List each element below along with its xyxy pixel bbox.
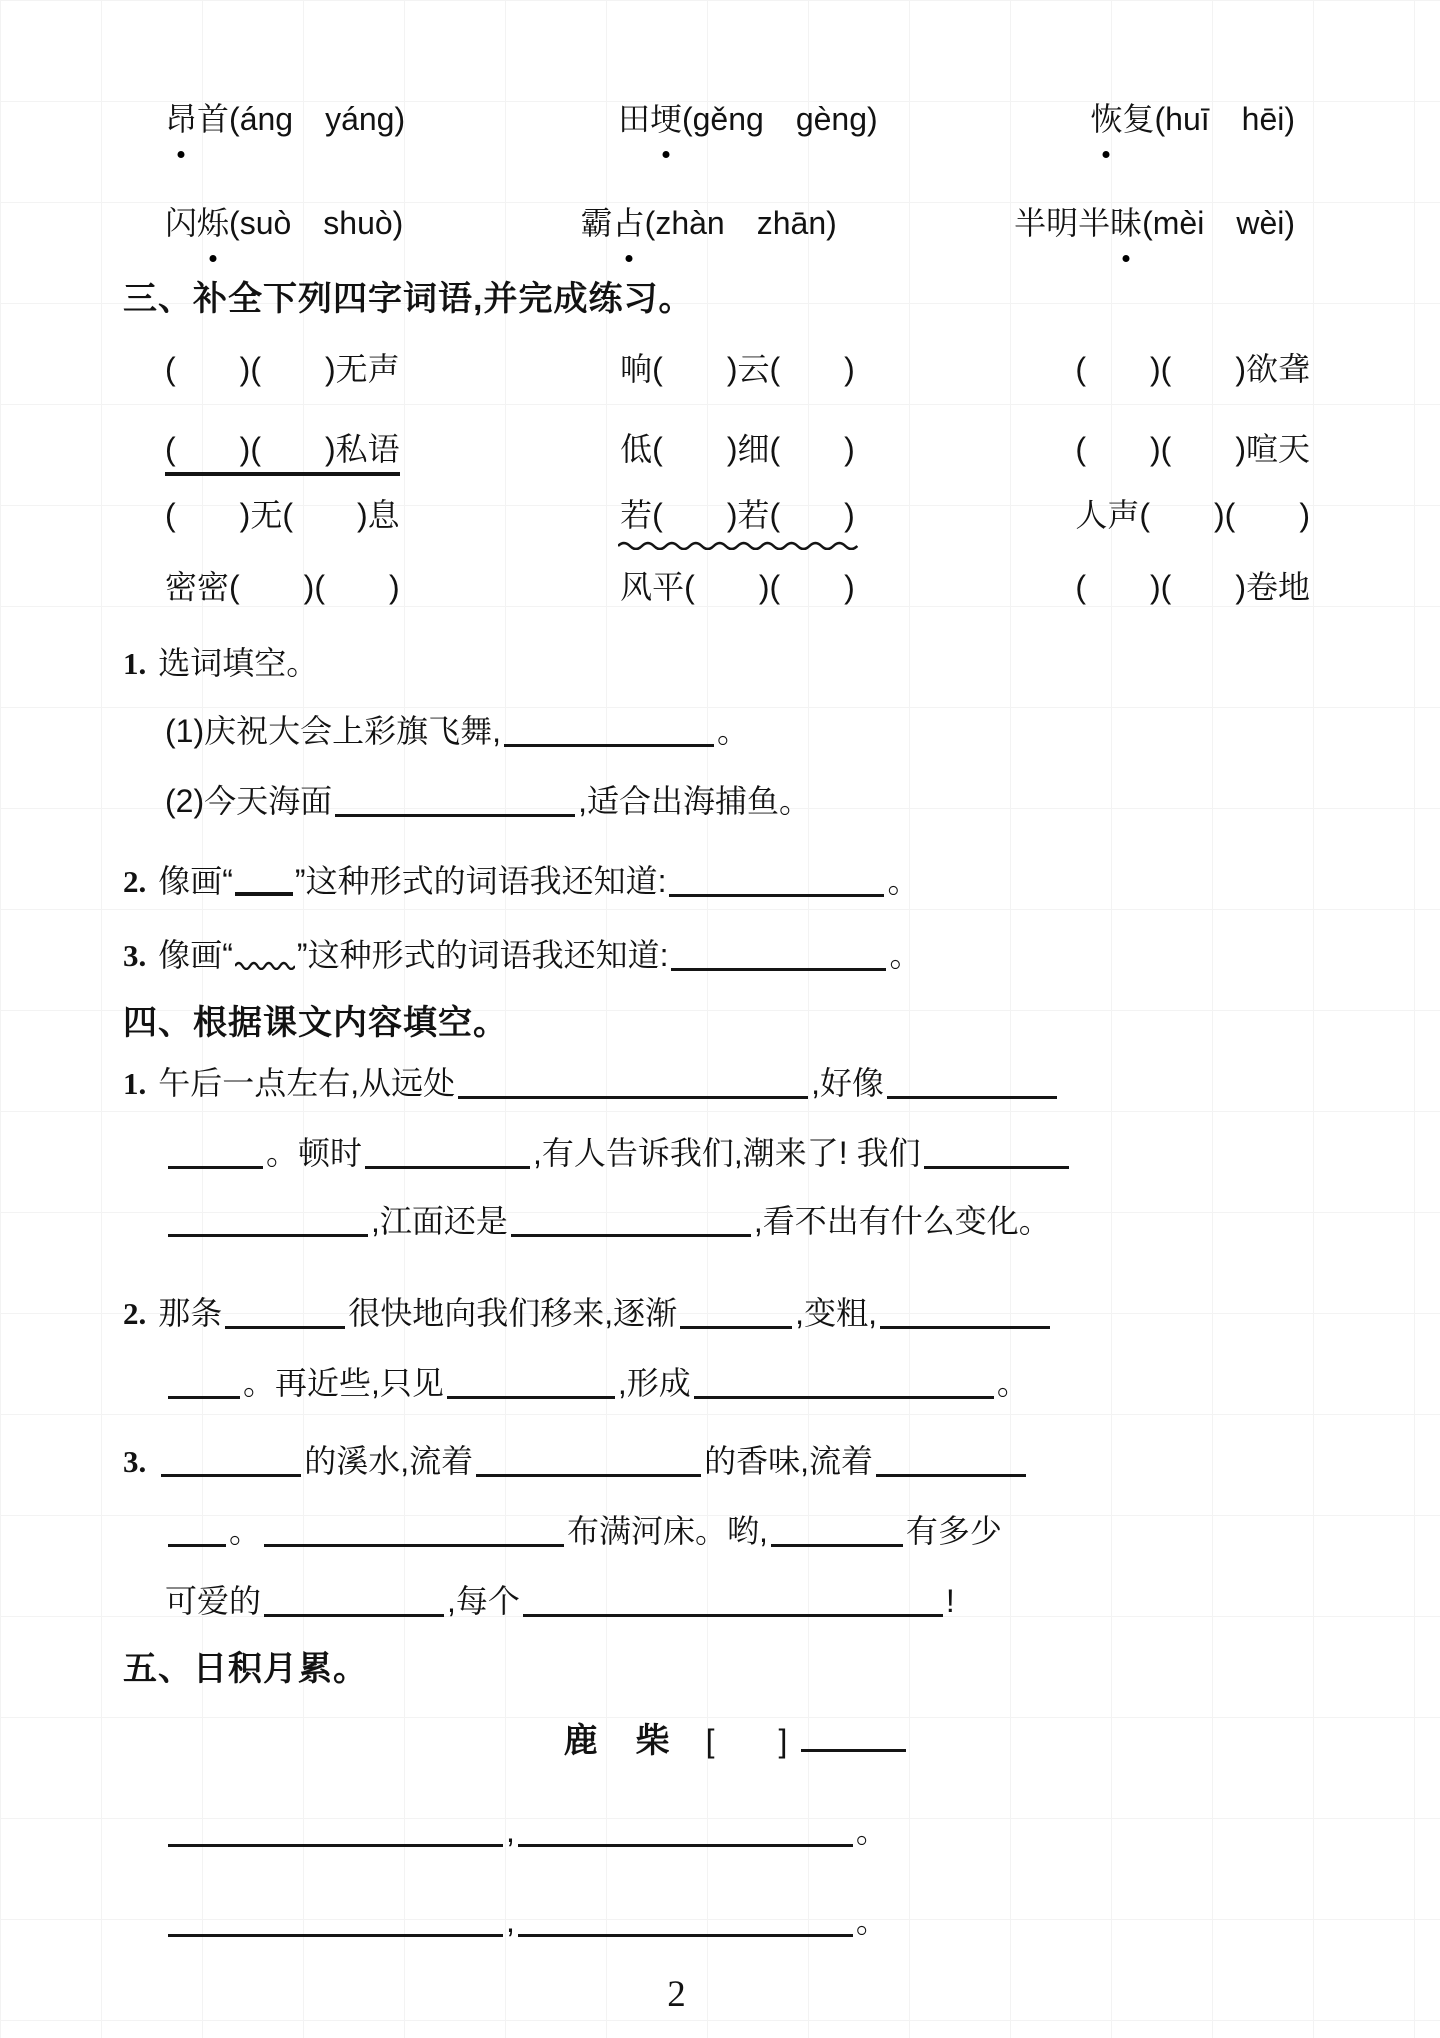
text-segment: 的香味,流着 bbox=[704, 1443, 874, 1479]
dotted-char: 埂 bbox=[650, 92, 682, 146]
pinyin-row-2 bbox=[165, 196, 1295, 250]
word-prefix: 田 bbox=[617, 101, 650, 137]
phrase-cell: 响( )云( ) bbox=[620, 351, 855, 387]
item-number: 1. bbox=[123, 1066, 147, 1101]
poem-blank-line-1 bbox=[165, 1806, 1350, 1856]
fill-item-3-line-3 bbox=[165, 1576, 1350, 1626]
pinyin-word bbox=[1014, 196, 1295, 250]
blank-line bbox=[168, 1136, 263, 1169]
blank-line bbox=[476, 1444, 701, 1477]
blank-line bbox=[694, 1366, 994, 1399]
text-segment: ”这种形式的词语我还知道: bbox=[294, 863, 667, 899]
word-suffix: 复 bbox=[1122, 101, 1155, 137]
text-segment: ,好像 bbox=[811, 1065, 885, 1101]
poem-blank-line-2 bbox=[165, 1896, 1350, 1946]
blank-line bbox=[225, 1296, 345, 1329]
blank-line bbox=[168, 1904, 503, 1937]
text-segment: 有多少 bbox=[905, 1513, 1002, 1549]
blank-line bbox=[876, 1444, 1026, 1477]
blank-line bbox=[887, 1066, 1057, 1099]
blank-line bbox=[523, 1584, 943, 1617]
text-segment: 。 bbox=[996, 1365, 1029, 1401]
item-number: 3. bbox=[123, 1444, 147, 1479]
text-segment: 可爱的 bbox=[165, 1583, 262, 1619]
phrase-row-3 bbox=[165, 488, 1310, 542]
section-title: 四、根据课文内容填空。 bbox=[123, 1004, 508, 1042]
fill-item-2-line-1 bbox=[123, 1288, 1350, 1338]
text-segment: 。 bbox=[229, 1513, 262, 1549]
text-segment: 。顿时 bbox=[266, 1135, 363, 1171]
section-title: 五、日积月累。 bbox=[123, 1650, 368, 1688]
pinyin-row-1 bbox=[165, 92, 1295, 146]
text-segment: 像画“ bbox=[158, 937, 233, 973]
fill-item-3-line-2 bbox=[165, 1506, 1350, 1556]
text-segment: ”这种形式的词语我还知道: bbox=[296, 937, 669, 973]
pinyin-word bbox=[1090, 92, 1295, 146]
poem-author-bracket: [ ] bbox=[705, 1723, 788, 1759]
dotted-char: 昂 bbox=[165, 92, 197, 146]
text-segment: ,每个 bbox=[447, 1583, 520, 1619]
blank-line bbox=[168, 1366, 240, 1399]
blank-line bbox=[518, 1814, 853, 1847]
phrase-row-1 bbox=[165, 342, 1310, 396]
dotted-char: 占 bbox=[613, 196, 645, 250]
blank-line bbox=[264, 1584, 444, 1617]
blank-line bbox=[924, 1136, 1069, 1169]
dotted-char: 烁 bbox=[197, 196, 229, 250]
phrase-cell: 密密( )( ) bbox=[165, 569, 400, 605]
text-segment: 像画“ bbox=[158, 863, 233, 899]
text-segment: ,形成 bbox=[617, 1365, 691, 1401]
fill-item-1-line-1 bbox=[123, 1058, 1350, 1108]
blank-line bbox=[518, 1904, 853, 1937]
text-segment: 布满河床。哟, bbox=[567, 1513, 768, 1549]
fill-item-1-line-3 bbox=[165, 1196, 1350, 1246]
pinyin-options: (gěng gèng) bbox=[681, 101, 878, 137]
blank-line bbox=[680, 1296, 792, 1329]
pinyin-options: (mèi wèi) bbox=[1142, 205, 1295, 241]
phrase-text: 若( )若( ) bbox=[620, 497, 855, 533]
blank-line bbox=[447, 1366, 615, 1399]
blank-line bbox=[168, 1814, 503, 1847]
pinyin-word bbox=[581, 196, 837, 250]
text-segment: 。 bbox=[887, 863, 920, 899]
blank-line bbox=[161, 1444, 301, 1477]
question-1-sub-1 bbox=[165, 706, 1350, 756]
dotted-char: 昧 bbox=[1110, 196, 1142, 250]
poem-title-line bbox=[123, 1716, 1350, 1766]
section3-heading bbox=[123, 274, 1350, 324]
phrase-row-2 bbox=[165, 422, 1310, 476]
word-prefix: 霸 bbox=[580, 205, 613, 241]
poem-title: 鹿 柴 bbox=[563, 1722, 672, 1760]
solid-line-sample bbox=[235, 870, 293, 896]
text-segment: 。 bbox=[855, 1813, 888, 1849]
text-segment: 很快地向我们移来,逐渐 bbox=[348, 1295, 678, 1331]
fill-item-1-line-2 bbox=[165, 1128, 1350, 1178]
item-number: 2. bbox=[123, 864, 147, 899]
blank-line bbox=[669, 864, 884, 897]
phrase-cell: ( )( )欲聋 bbox=[1075, 351, 1310, 387]
question-3 bbox=[123, 930, 1350, 980]
text-segment: 。 bbox=[889, 937, 922, 973]
text-segment: ,江面还是 bbox=[371, 1203, 508, 1239]
question-1 bbox=[123, 638, 1350, 688]
phrase-row-4 bbox=[165, 560, 1310, 614]
text-segment: 那条 bbox=[158, 1295, 223, 1331]
text-segment: ,变粗, bbox=[795, 1295, 877, 1331]
section-title: 三、补全下列四字词语,并完成练习。 bbox=[123, 280, 694, 318]
question-text: 选词填空。 bbox=[158, 645, 319, 681]
blank-line bbox=[671, 938, 886, 971]
text-segment: ! bbox=[945, 1583, 955, 1619]
phrase-cell: ( )无( )息 bbox=[165, 497, 400, 533]
wavy-underline bbox=[618, 538, 857, 550]
section4-heading bbox=[123, 998, 1350, 1048]
text-segment: 。再近些,只见 bbox=[243, 1365, 444, 1401]
pinyin-options: (zhàn zhān) bbox=[644, 205, 837, 241]
blank-line bbox=[168, 1204, 368, 1237]
text-segment: 午后一点左右,从远处 bbox=[158, 1065, 456, 1101]
section5-heading bbox=[123, 1644, 1350, 1694]
phrase-cell: ( )( )卷地 bbox=[1075, 569, 1310, 605]
item-number: 2. bbox=[123, 1296, 147, 1331]
blank-line bbox=[458, 1066, 808, 1099]
text-segment: 。 bbox=[717, 713, 750, 749]
pinyin-word bbox=[618, 92, 878, 146]
phrase-cell: 人声( )( ) bbox=[1075, 497, 1310, 533]
phrase-cell-solid-underlined: ( )( )私语 bbox=[165, 422, 400, 476]
wavy-line-sample bbox=[235, 958, 295, 970]
pinyin-word bbox=[165, 196, 403, 250]
text-segment: ,适合出海捕鱼。 bbox=[578, 783, 812, 819]
blank-line bbox=[365, 1136, 530, 1169]
blank-line bbox=[801, 1719, 906, 1752]
item-number: 3. bbox=[123, 938, 147, 973]
text-segment: 的溪水,流着 bbox=[304, 1443, 474, 1479]
text-segment: ,看不出有什么变化。 bbox=[753, 1203, 1051, 1239]
word-suffix: 首 bbox=[197, 101, 230, 137]
text-segment: ,有人告诉我们,潮来了! 我们 bbox=[533, 1135, 921, 1171]
phrase-cell: 风平( )( ) bbox=[620, 569, 855, 605]
pinyin-options: (suò shuò) bbox=[229, 205, 404, 241]
blank-line bbox=[511, 1204, 751, 1237]
text-segment: (1)庆祝大会上彩旗飞舞, bbox=[165, 713, 502, 749]
fill-item-2-line-2 bbox=[165, 1358, 1350, 1408]
phrase-cell-wavy-underlined bbox=[620, 488, 855, 542]
phrase-cell: 低( )细( ) bbox=[620, 431, 855, 467]
fill-item-3-line-1 bbox=[123, 1436, 1350, 1486]
blank-line bbox=[771, 1514, 903, 1547]
page-number bbox=[123, 1970, 1230, 2020]
blank-line bbox=[504, 714, 714, 747]
text-segment: , bbox=[506, 1813, 515, 1849]
word-prefix: 半明半 bbox=[1014, 205, 1111, 241]
page-number-value: 2 bbox=[667, 1974, 686, 2015]
blank-line bbox=[168, 1514, 226, 1547]
word-prefix: 闪 bbox=[165, 205, 198, 241]
pinyin-options: (áng yáng) bbox=[229, 101, 406, 137]
blank-line bbox=[264, 1514, 564, 1547]
item-number: 1. bbox=[123, 646, 147, 681]
phrase-cell: ( )( )喧天 bbox=[1075, 431, 1310, 467]
dotted-char: 恢 bbox=[1090, 92, 1122, 146]
text-segment: 。 bbox=[855, 1903, 888, 1939]
question-2 bbox=[123, 856, 1350, 906]
pinyin-word bbox=[165, 92, 405, 146]
blank-line bbox=[880, 1296, 1050, 1329]
pinyin-options: (huī hēi) bbox=[1154, 101, 1295, 137]
text-segment: , bbox=[506, 1903, 515, 1939]
text-segment: (2)今天海面 bbox=[165, 783, 333, 819]
phrase-cell: ( )( )无声 bbox=[165, 351, 400, 387]
question-1-sub-2 bbox=[165, 776, 1350, 826]
blank-line bbox=[335, 784, 575, 817]
